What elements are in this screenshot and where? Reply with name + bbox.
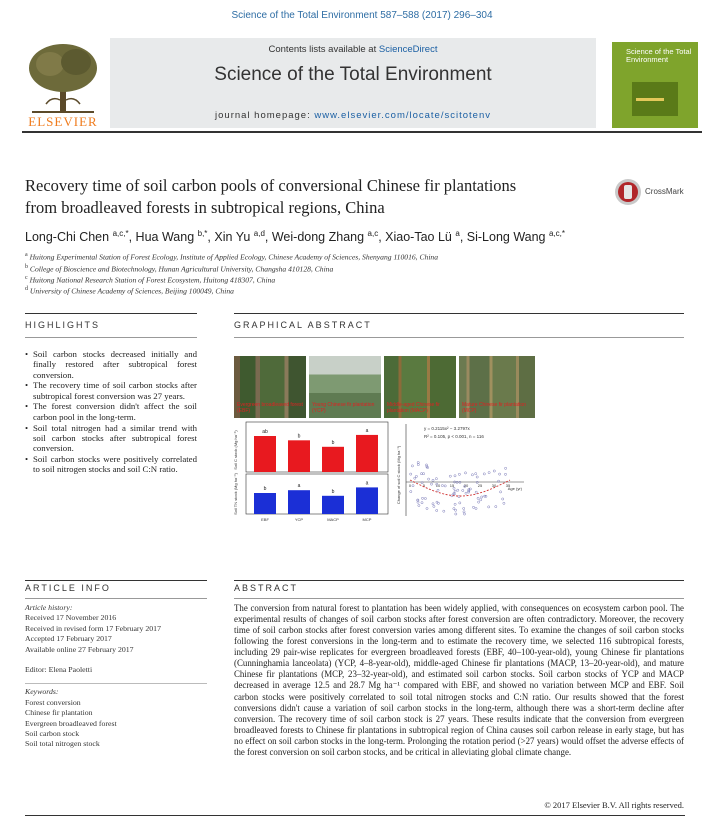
author-name[interactable]: Wei-dong Zhang xyxy=(271,230,365,245)
forest-photo-mcp xyxy=(459,356,535,418)
author-name[interactable]: Xin Yu xyxy=(214,230,251,245)
journal-title: Science of the Total Environment xyxy=(214,64,492,85)
data-point xyxy=(465,492,467,494)
data-point xyxy=(421,502,423,504)
soil-tn-bar-chart xyxy=(233,472,388,522)
data-point xyxy=(410,491,412,493)
homepage-link[interactable]: www.elsevier.com/locate/scitotenv xyxy=(314,110,491,121)
data-point xyxy=(478,501,480,503)
crossmark-label[interactable]: CrossMark xyxy=(645,187,684,196)
divider xyxy=(25,683,207,684)
author-name[interactable]: Long-Chi Chen xyxy=(25,230,110,245)
keyword[interactable]: Soil total nitrogen stock xyxy=(25,739,100,749)
data-point xyxy=(436,509,438,511)
data-point xyxy=(424,497,426,499)
data-point xyxy=(444,485,446,487)
data-point xyxy=(421,497,423,499)
data-point xyxy=(455,513,457,515)
highlights-heading: HIGHLIGHTS xyxy=(25,320,101,330)
abstract-body: The conversion from natural forest to plantation has been widely applied, with consequences on ecosystem carbon pool. The experimental results of changes of soil carbon stocks after forest conversion are often contradictory. Moreover, the recovery time of soil carbon stocks after forest conversion varies among different sites. To examine the changes of soil carbon stocks following the forest conversions in the long-term and to estimate the recovery time, we selected 116 subtropical forests, including 29 pair-wise replicates for evergreen broadleaved forests (EBF, 40–100-year-old), young Chinese fir plantations (Cunninghamia lanceolata) (YCP, 4–8-year-old), middle-aged Chinese fir plantations (MACP, 13–20-year-old), and mature Chinese fir plantations (MCP, 23–32-year-old), and estimated soil carbon stocks. Soil carbon stocks of YCP and MACP decreased in average 12.5 and 28.7 Mg ha⁻¹ compared with EBF, and showed no variation between MCP and EBF. Soil carbon stocks were positively correlated to soil total nitrogen stocks and C:N ratio. Our results showed that the forest conversions didn't cause a variation of soil carbon stocks in the long-term, although there was a short-term decline after conversion. The recovery time of soil carbon stock is 27 years. These results indicate that the conversion from evergreen broadleaved forests to Chinese fir plantations in subtropical region of China causes soil carbon release in early stage, but has no effect on soil carbon stocks in the long-term. Prolonging the rotation period (>27 years) would offset the adverse effects of the forest conversion on soil carbon stocks, and be critical in alleviating global climate change. xyxy=(234,603,684,757)
history-item: Received in revised form 17 February 2017 xyxy=(25,623,161,633)
data-point xyxy=(476,476,478,478)
bar xyxy=(356,487,378,514)
data-point xyxy=(455,509,457,511)
highlight-item: • The forest conversion didn't affect the soil carbon pool in the long-term. xyxy=(25,401,197,422)
bar xyxy=(288,440,310,472)
data-point xyxy=(415,475,417,477)
highlight-item: • Soil carbon stocks were positively correlated to soil nitrogen stocks and soil C:N ratio. xyxy=(25,454,197,475)
data-point xyxy=(463,513,465,515)
author-sup: a,d xyxy=(253,229,265,238)
data-point xyxy=(454,490,456,492)
header-rule xyxy=(22,131,702,133)
bar xyxy=(322,496,344,514)
forest-photo-ycp xyxy=(309,356,381,418)
data-point xyxy=(503,502,505,504)
highlight-item: • The recovery time of soil carbon stocks after subtropical forest conversion was 27 years. xyxy=(25,380,197,401)
tick-label: 15 xyxy=(449,483,455,488)
divider xyxy=(25,313,197,314)
bar-letter: a xyxy=(297,483,301,490)
divider xyxy=(25,580,207,581)
data-point xyxy=(458,473,460,475)
tick-label: 30 xyxy=(491,483,497,488)
data-point xyxy=(410,473,412,475)
data-point xyxy=(488,472,490,474)
affiliation-sup: c xyxy=(25,275,28,281)
elsevier-logo xyxy=(22,38,104,128)
data-point xyxy=(471,474,473,476)
data-point xyxy=(499,473,501,475)
author-list: Long-Chi Chen $^{a,c,*}$, Hua Wang $^{b,*}$, Xin Yu $^{a,d}$, Wei-dong Zhang $^{a,c}$, Xiao-Tao Lü $^a$, Si-Long Wang $^{a,c,*}$ xyxy=(25,229,566,245)
author-sup: a xyxy=(455,229,460,238)
cover-strip xyxy=(636,98,664,101)
data-point xyxy=(480,499,482,501)
affiliation xyxy=(25,252,438,262)
cover-title: Science of the Total Environment xyxy=(626,47,692,64)
divider xyxy=(25,337,197,338)
data-point xyxy=(463,507,465,509)
data-point xyxy=(430,483,432,485)
tick-label: 35 xyxy=(505,483,511,488)
history-item: Received 17 November 2016 xyxy=(25,613,117,623)
scatter-chart xyxy=(396,420,536,520)
keyword[interactable]: Forest conversion xyxy=(25,697,81,707)
data-point xyxy=(469,488,471,490)
data-point xyxy=(472,506,474,508)
axis-label: Soil TN stock (Mg ha⁻¹) xyxy=(233,473,238,515)
keyword[interactable]: Chinese fir plantation xyxy=(25,708,93,718)
data-point xyxy=(481,496,483,498)
data-point xyxy=(432,479,434,481)
soil-c-bar-chart xyxy=(233,422,388,472)
bar-letter: b xyxy=(263,486,267,492)
data-point xyxy=(493,470,495,472)
journal-masthead xyxy=(110,38,596,128)
data-point xyxy=(475,507,477,509)
axis-label: Soil C stock (Mg ha⁻¹) xyxy=(233,430,238,470)
author-name[interactable]: Xiao-Tao Lü xyxy=(385,230,452,245)
sciencedirect-link[interactable]: ScienceDirect xyxy=(378,44,438,55)
forest-photo-macp xyxy=(384,356,456,418)
bar xyxy=(288,490,310,514)
affiliation xyxy=(25,286,234,296)
bar xyxy=(322,447,344,472)
bar-letter: b xyxy=(297,433,301,440)
author-sup: a,c xyxy=(367,229,379,238)
divider xyxy=(234,598,684,599)
tick-label: 25 xyxy=(477,483,483,488)
contents-line xyxy=(110,44,596,55)
axis-label: Change of soil C stock (Mg ha⁻¹) xyxy=(396,445,401,505)
data-point xyxy=(437,489,439,491)
copyright: © 2017 Elsevier B.V. All rights reserved. xyxy=(544,800,684,810)
data-point xyxy=(475,491,477,493)
journal-homepage xyxy=(110,110,596,121)
keyword[interactable]: Evergreen broadleaved forest xyxy=(25,718,117,728)
affiliation-text: College of Bioscience and Biotechnology, Hunan Agricultural University, Changsha 410128, China xyxy=(29,264,334,274)
keywords-label: Keywords: xyxy=(25,687,59,697)
photo-caption: Young Chinese fir plantation (YCP) xyxy=(312,402,375,414)
photo-caption: Mature Chinese fir plantation (MCP) xyxy=(462,402,526,414)
author-sup: b,* xyxy=(197,229,208,238)
tick-label: 5 xyxy=(422,483,426,488)
affiliation xyxy=(25,264,333,274)
tick-label: EBF xyxy=(261,517,269,522)
affiliation-sup: a xyxy=(25,252,28,258)
bar-letter: a xyxy=(365,427,369,434)
affiliation-sup: d xyxy=(25,286,28,292)
tick-label: YCP xyxy=(294,517,304,522)
affiliation-text: University of Chinese Academy of Sciences, Beijing 100049, China xyxy=(29,286,234,296)
data-point xyxy=(500,491,502,493)
graphical-abstract-heading: GRAPHICAL ABSTRACT xyxy=(234,320,372,330)
divider xyxy=(234,313,684,314)
forest-photo-ebf xyxy=(234,356,306,418)
data-point xyxy=(432,503,434,505)
regression-stats: R² = 0.105, p < 0.001, n = 116 xyxy=(424,434,484,439)
affiliation xyxy=(25,275,275,285)
divider xyxy=(234,337,684,338)
data-point xyxy=(441,485,443,487)
author-name[interactable]: Hua Wang xyxy=(135,230,195,245)
highlights-list xyxy=(25,349,197,475)
bar-letter: ab xyxy=(262,429,268,435)
data-point xyxy=(495,506,497,508)
data-point xyxy=(462,489,464,491)
data-point xyxy=(457,489,459,491)
author-sup: a,c,* xyxy=(549,229,566,238)
photo-caption: Middle-aged Chinese fir plantation (MACP) xyxy=(387,402,440,414)
article-info-heading: ARTICLE INFO xyxy=(25,583,111,593)
title-line-1: Recovery time of soil carbon pools of conversional Chinese fir plantations xyxy=(25,176,517,195)
affiliation-text: Huitong Experimental Station of Forest Ecology, Institute of Applied Ecology, Chinese Academy of Sciences, Shenyang 110016, China xyxy=(29,252,439,262)
journal-reference[interactable]: Science of the Total Environment 587–588 (2017) 296–304 xyxy=(231,10,493,21)
data-point xyxy=(435,478,437,480)
data-point xyxy=(412,485,414,487)
divider xyxy=(25,598,207,599)
data-point xyxy=(454,503,456,505)
contents-prefix: Contents lists available at xyxy=(268,44,379,55)
data-point xyxy=(459,502,461,504)
history-item: Available online 27 February 2017 xyxy=(25,644,134,654)
crossmark-icon[interactable] xyxy=(614,178,642,211)
data-point xyxy=(454,475,456,477)
history-item: Accepted 17 February 2017 xyxy=(25,634,112,644)
bar-letter: a xyxy=(365,480,369,487)
data-point xyxy=(433,505,435,507)
paper-title xyxy=(25,175,585,219)
data-point xyxy=(426,507,428,509)
axis-label: Age (yr) xyxy=(507,486,522,491)
title-line-2: from broadleaved forests in subtropical regions, China xyxy=(25,198,385,217)
bar-letter: b xyxy=(331,488,335,495)
photo-caption: Evergreen broadleaved forest (EBF) xyxy=(237,402,303,414)
affiliation-text: Huitong National Research Station of Forest Ecosystem, Huitong 418307, China xyxy=(29,275,276,285)
data-point xyxy=(463,511,465,513)
bar-letter: b xyxy=(331,439,335,446)
bar xyxy=(356,435,378,472)
data-point xyxy=(488,506,490,508)
divider xyxy=(25,815,685,816)
data-point xyxy=(505,467,507,469)
tick-label: 20 xyxy=(463,483,469,488)
bar-charts xyxy=(232,420,392,526)
homepage-prefix: journal homepage: xyxy=(215,110,315,121)
editor: Editor: Elena Paoletti xyxy=(25,665,93,675)
divider xyxy=(234,580,684,581)
data-point xyxy=(449,475,451,477)
regression-equation: y = 0.2115x² − 3.2797x xyxy=(424,426,470,431)
data-point xyxy=(428,478,430,480)
data-point xyxy=(443,510,445,512)
abstract-heading: ABSTRACT xyxy=(234,583,299,593)
highlight-item: • Soil total nitrogen had a similar trend with soil carbon stocks after subtropical forest conversion. xyxy=(25,423,197,454)
data-point xyxy=(411,465,413,467)
article-info xyxy=(25,603,205,750)
bar xyxy=(254,493,276,514)
scatter-plot xyxy=(396,424,524,516)
publisher-name: ELSEVIER xyxy=(28,114,98,129)
data-point xyxy=(477,497,479,499)
data-point xyxy=(418,504,420,506)
affiliation-sup: b xyxy=(25,264,28,270)
history-label: Article history: xyxy=(25,603,73,612)
author-name[interactable]: Si-Long Wang xyxy=(466,230,546,245)
data-point xyxy=(453,493,455,495)
data-point xyxy=(483,473,485,475)
keyword[interactable]: Soil carbon stock xyxy=(25,729,80,739)
data-point xyxy=(502,498,504,500)
tick-label: 10 xyxy=(435,483,441,488)
tick-label: 0 xyxy=(408,483,412,488)
data-point xyxy=(504,473,506,475)
tick-label: MCP xyxy=(362,517,372,522)
data-point xyxy=(475,473,477,475)
author-sup: a,c,* xyxy=(112,229,129,238)
journal-cover xyxy=(612,42,698,128)
data-point xyxy=(464,472,466,474)
bar xyxy=(254,436,276,472)
tick-label: MACP xyxy=(327,517,339,522)
highlight-item: • Soil carbon stocks decreased initially and finally restored after subtropical forest conversion. xyxy=(25,349,197,380)
